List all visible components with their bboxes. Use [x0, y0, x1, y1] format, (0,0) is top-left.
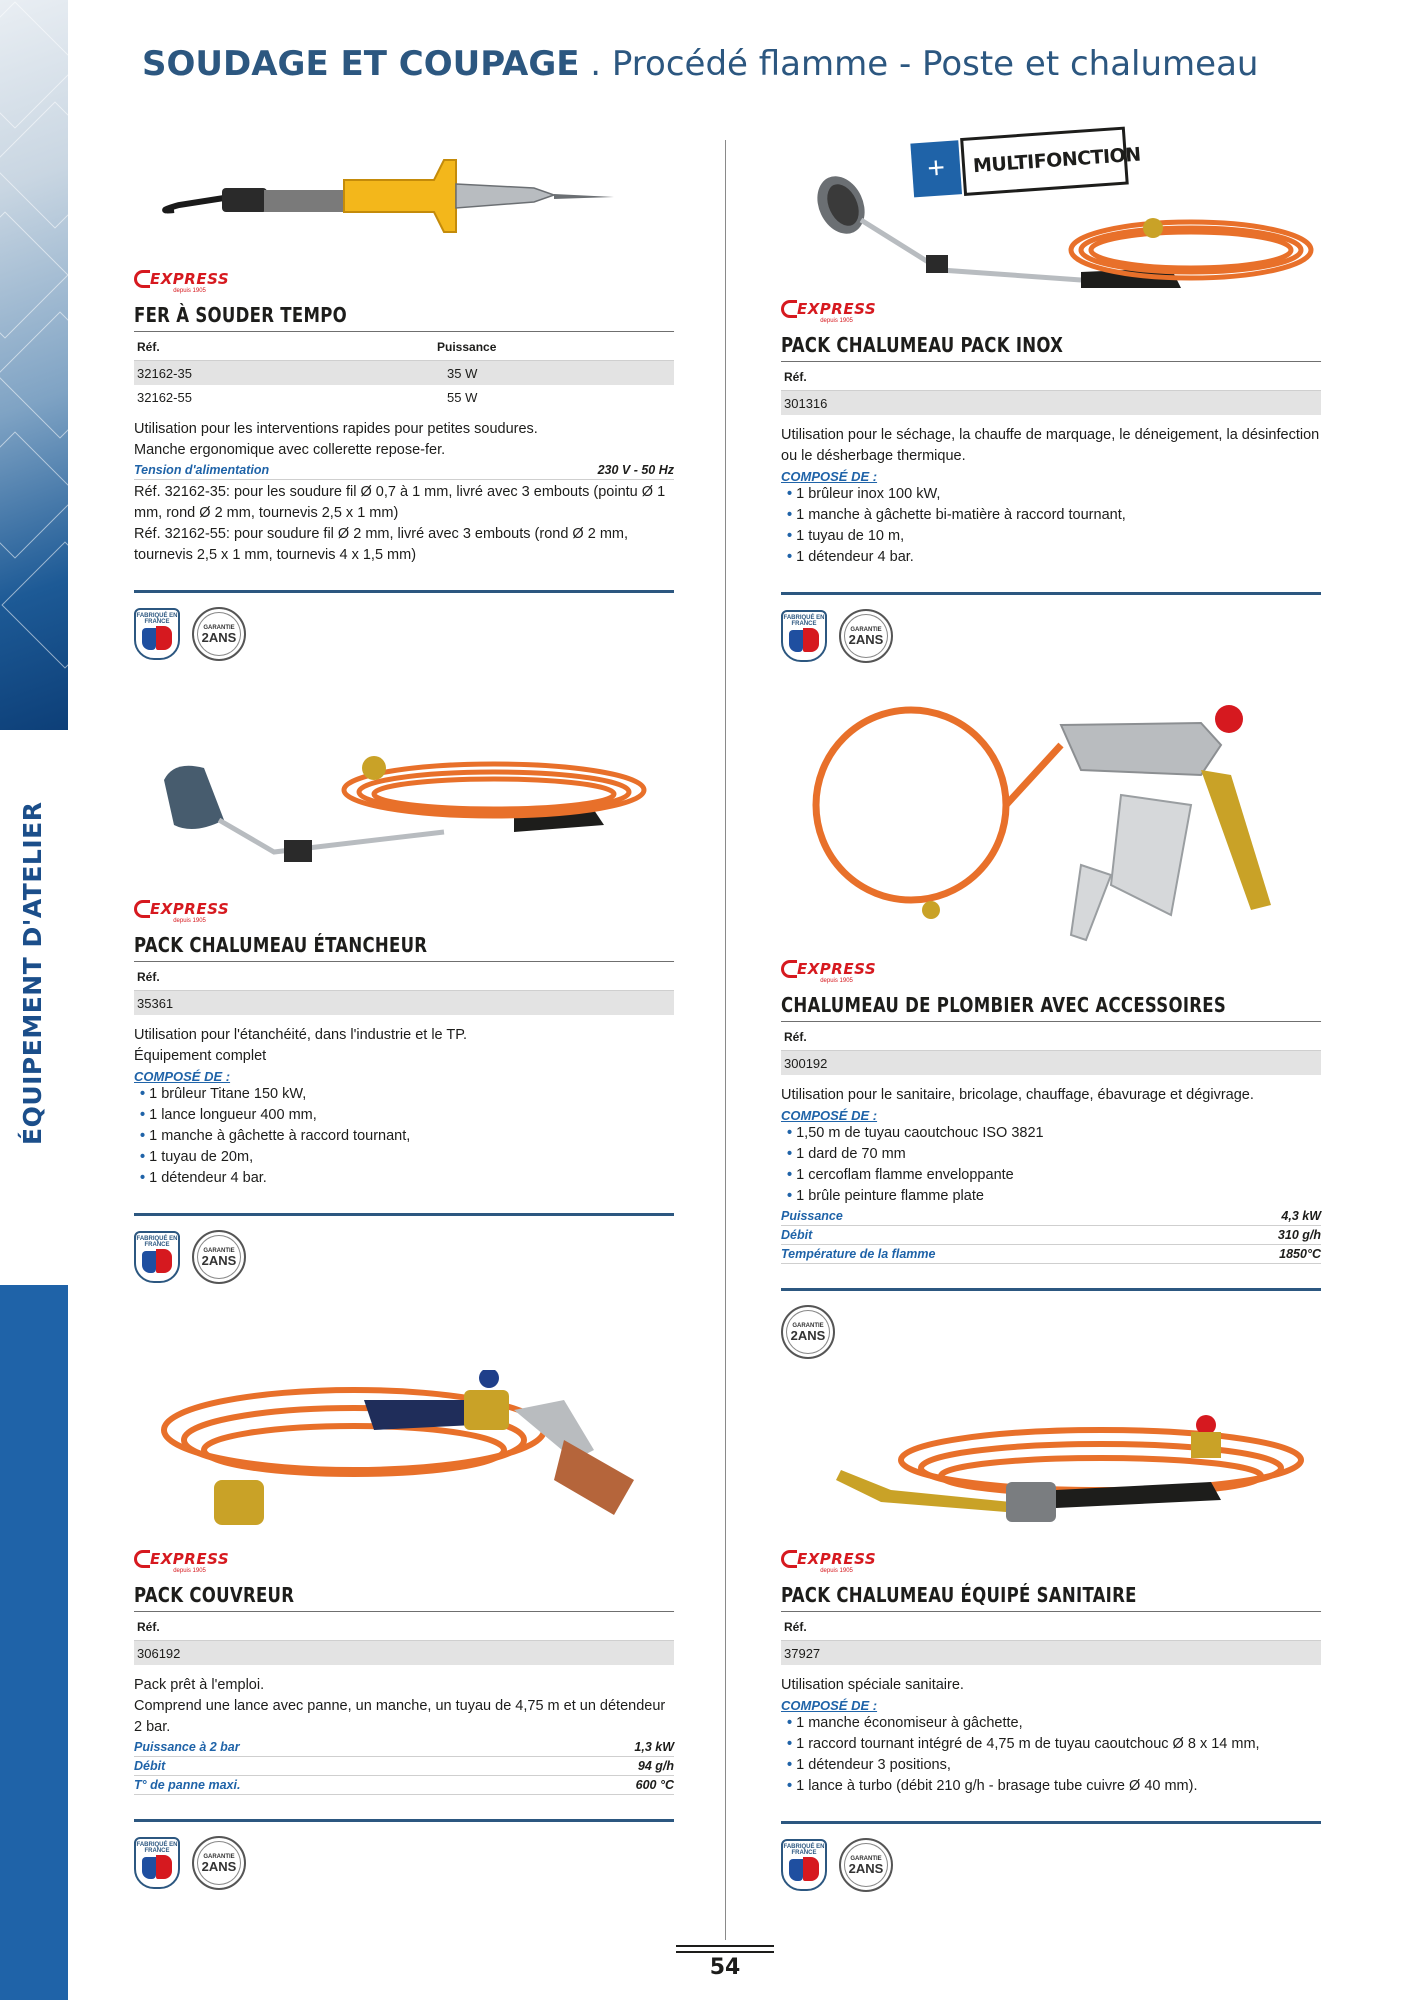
list-item: • 1 manche à gâchette à raccord tournant,: [134, 1126, 674, 1147]
warranty-2-years-icon: GARANTIE 2ANS: [192, 1230, 246, 1284]
ref-table-header: Réf.: [781, 1612, 1321, 1641]
list-item: • 1 détendeur 3 positions,: [781, 1755, 1321, 1776]
product-name: PACK CHALUMEAU ÉQUIPÉ SANITAIRE: [781, 1583, 1321, 1612]
product-image-torch-inox: [781, 150, 1321, 290]
product-image-sanitary-torch: [781, 1410, 1321, 1540]
list-item: • 1 manche à gâchette bi-matière à raccord tournant,: [781, 505, 1321, 526]
made-in-france-icon: FABRIQUÉ EN FRANCE: [134, 1231, 180, 1283]
product-pack-inox: [781, 150, 1321, 663]
brand-logo: EXPRESS depuis 1905: [781, 295, 1321, 323]
section-separator: [781, 1821, 1321, 1824]
page-title: [142, 44, 1258, 84]
product-name: PACK CHALUMEAU PACK INOX: [781, 333, 1321, 362]
product-notes: Réf. 32162-35: pour les soudure fil Ø 0,7 à 1 mm, livré avec 3 embouts (pointu Ø 1 mm, rond Ø 2 mm, tournevis 2,5 x 1 mm) Réf. 32162-55: pour soudure fil Ø 2 mm, livré avec 3 embouts (rond Ø 2 mm, tournevis 2,5 x 1 mm, tournevis 4 x 1,5 mm): [134, 484, 666, 563]
product-description: Utilisation pour l'étanchéité, dans l'industrie et le TP. Équipement complet: [134, 1027, 468, 1064]
compose-label: COMPOSÉ DE :: [134, 1069, 231, 1084]
product-fer-a-souder: [134, 150, 674, 661]
spec-row: Débit 310 g/h: [781, 1226, 1321, 1245]
component-list: [781, 1123, 1321, 1207]
page-number: 54: [676, 1955, 774, 1980]
component-list: [781, 484, 1321, 568]
badges: [781, 609, 1321, 663]
brand-logo: EXPRESS depuis 1905: [134, 895, 674, 923]
compose-label: COMPOSÉ DE :: [781, 1108, 878, 1123]
page-title-sub: . Procédé flamme - Poste et chalumeau: [579, 44, 1259, 84]
brand-logo: EXPRESS depuis 1905: [781, 955, 1321, 983]
product-name: FER À SOUDER TEMPO: [134, 303, 674, 332]
section-separator: [134, 1213, 674, 1216]
ref-table-header: Réf.: [134, 1612, 674, 1641]
list-item: • 1 détendeur 4 bar.: [134, 1168, 674, 1189]
ref-row: 35361: [134, 991, 674, 1015]
made-in-france-icon: FABRIQUÉ EN FRANCE: [134, 1837, 180, 1889]
product-description: Utilisation pour le sanitaire, bricolage, chauffage, ébavurage et dégivrage.: [781, 1087, 1254, 1103]
section-separator: [781, 592, 1321, 595]
badges: [134, 1836, 674, 1890]
component-list: [781, 1713, 1321, 1797]
product-image-plumber-torch: [781, 695, 1321, 950]
product-pack-couvreur: [134, 1370, 674, 1890]
product-pack-sanitaire: [781, 1410, 1321, 1892]
brand-logo: EXPRESS depuis 1905: [781, 1545, 1321, 1573]
ref-table-header: Réf.: [781, 1022, 1321, 1051]
made-in-france-icon: FABRIQUÉ EN FRANCE: [781, 610, 827, 662]
list-item: • 1 tuyau de 20m,: [134, 1147, 674, 1168]
ref-table-header: Réf.: [134, 962, 674, 991]
product-image-torch-etancheur: [134, 740, 674, 890]
spec-row: Débit 94 g/h: [134, 1757, 674, 1776]
made-in-france-icon: FABRIQUÉ EN FRANCE: [134, 608, 180, 660]
product-pack-etancheur: [134, 740, 674, 1284]
warranty-2-years-icon: GARANTIE 2ANS: [839, 1838, 893, 1892]
list-item: • 1 brûleur inox 100 kW,: [781, 484, 1321, 505]
product-description: Utilisation spéciale sanitaire.: [781, 1677, 964, 1693]
product-name: PACK COUVREUR: [134, 1583, 674, 1612]
side-color-block: [0, 1285, 68, 2000]
ref-row: 306192: [134, 1641, 674, 1665]
product-description: Utilisation pour les interventions rapides pour petites soudures. Manche ergonomique avec collerette repose-fer.: [134, 421, 538, 458]
product-name: PACK CHALUMEAU ÉTANCHEUR: [134, 933, 674, 962]
warranty-2-years-icon: GARANTIE 2ANS: [839, 609, 893, 663]
badges: [134, 607, 674, 661]
brand-logo: EXPRESS depuis 1905: [134, 265, 674, 293]
component-list: [134, 1084, 674, 1189]
spec-row: Tension d'alimentation 230 V - 50 Hz: [134, 461, 674, 480]
product-description: Pack prêt à l'emploi. Comprend une lance avec panne, un manche, un tuyau de 4,75 m et un détendeur 2 bar.: [134, 1677, 666, 1735]
product-name: CHALUMEAU DE PLOMBIER AVEC ACCESSOIRES: [781, 993, 1321, 1022]
product-image-soldering-iron: [134, 150, 674, 260]
page-title-main: SOUDAGE ET COUPAGE: [142, 44, 580, 84]
spec-row: Température de la flamme 1850°C: [781, 1245, 1321, 1264]
ref-table-header: Réf.: [781, 362, 1321, 391]
section-separator: [781, 1288, 1321, 1291]
warranty-2-years-icon: GARANTIE 2ANS: [192, 607, 246, 661]
ref-row: 32162-35 35 W: [134, 361, 674, 385]
badges: [134, 1230, 674, 1284]
ref-row: 300192: [781, 1051, 1321, 1075]
warranty-2-years-icon: GARANTIE 2ANS: [781, 1305, 835, 1359]
section-separator: [134, 590, 674, 593]
list-item: • 1 manche économiseur à gâchette,: [781, 1713, 1321, 1734]
spec-row: T° de panne maxi. 600 °C: [134, 1776, 674, 1795]
multifonction-badge: + MULTIFONCTION: [910, 125, 1129, 202]
product-chalumeau-plombier: [781, 695, 1321, 1359]
column-divider: [725, 140, 726, 1940]
badges: [781, 1305, 1321, 1359]
product-description: Utilisation pour le séchage, la chauffe de marquage, le déneigement, la désinfection ou le désherbage thermique.: [781, 427, 1320, 464]
product-image-roofer-pack: [134, 1370, 674, 1540]
warranty-2-years-icon: GARANTIE 2ANS: [192, 1836, 246, 1890]
list-item: • 1 cercoflam flamme enveloppante: [781, 1165, 1321, 1186]
list-item: • 1 brûleur Titane 150 kW,: [134, 1084, 674, 1105]
list-item: • 1 dard de 70 mm: [781, 1144, 1321, 1165]
list-item: • 1 détendeur 4 bar.: [781, 547, 1321, 568]
list-item: • 1 lance longueur 400 mm,: [134, 1105, 674, 1126]
list-item: • 1,50 m de tuyau caoutchouc ISO 3821: [781, 1123, 1321, 1144]
list-item: • 1 brûle peinture flamme plate: [781, 1186, 1321, 1207]
ref-row: 301316: [781, 391, 1321, 415]
badges: [781, 1838, 1321, 1892]
compose-label: COMPOSÉ DE :: [781, 469, 878, 484]
list-item: • 1 lance à turbo (débit 210 g/h - brasage tube cuivre Ø 40 mm).: [781, 1776, 1321, 1797]
made-in-france-icon: FABRIQUÉ EN FRANCE: [781, 1839, 827, 1891]
list-item: • 1 raccord tournant intégré de 4,75 m de tuyau caoutchouc Ø 8 x 14 mm,: [781, 1734, 1321, 1755]
compose-label: COMPOSÉ DE :: [781, 1698, 878, 1713]
plus-icon: +: [910, 140, 962, 197]
spec-row: Puissance à 2 bar 1,3 kW: [134, 1738, 674, 1757]
ref-table-header: Réf. Puissance: [134, 332, 674, 361]
side-decoration: [0, 0, 68, 730]
brand-logo: EXPRESS depuis 1905: [134, 1545, 674, 1573]
ref-row: 37927: [781, 1641, 1321, 1665]
section-separator: [134, 1819, 674, 1822]
list-item: • 1 tuyau de 10 m,: [781, 526, 1321, 547]
section-label: ÉQUIPEMENT D'ATELIER: [18, 801, 47, 1145]
spec-row: Puissance 4,3 kW: [781, 1207, 1321, 1226]
ref-row: 32162-55 55 W: [137, 390, 478, 405]
